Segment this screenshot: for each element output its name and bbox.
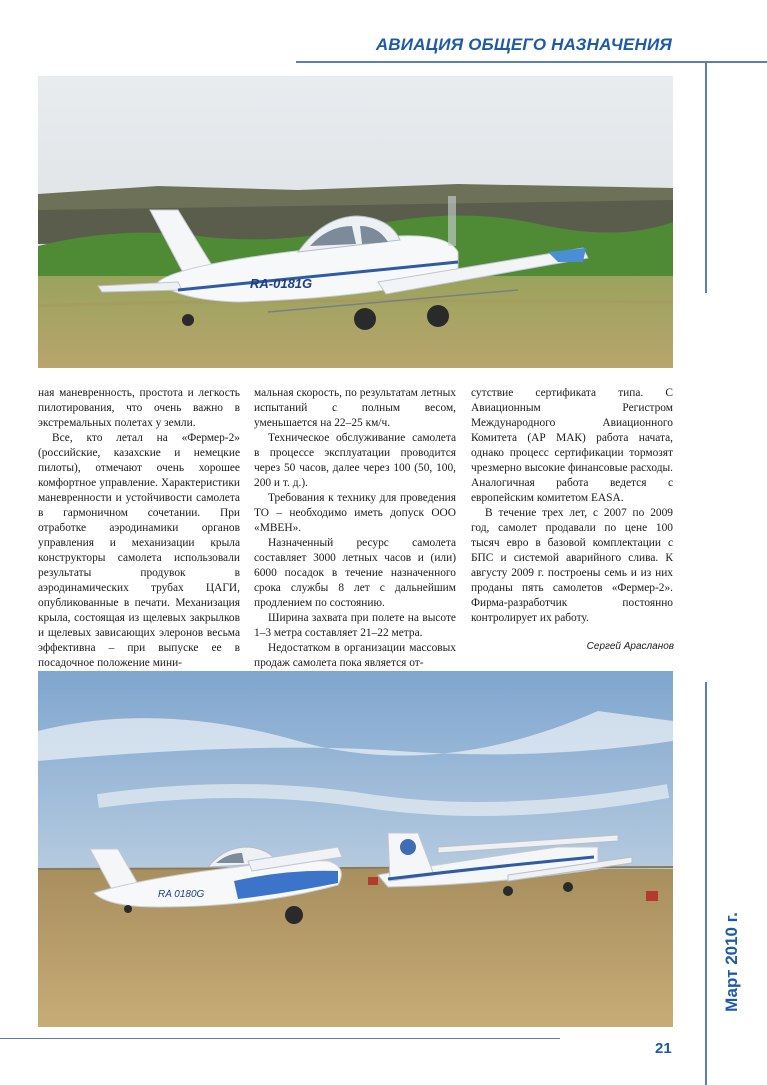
photo-farmer-2-takeoff: [38, 76, 673, 368]
side-rule-top: [705, 63, 707, 293]
issue-date: Март 2010 г.: [722, 912, 741, 1012]
author-byline: Сергей Арасланов: [586, 641, 674, 652]
paragraph: Требования к технику для проведения ТО – необходимо иметь допуск ООО «МВЕН».: [254, 492, 456, 534]
article-column-1: [38, 386, 240, 671]
article-column-2: [254, 386, 456, 671]
registration-top: RA-0181G: [250, 276, 313, 291]
paragraph: Назначенный ресурс самолета составляет 3000 летных часов и (или) 6000 посадок в течение назначенного срока службы 8 лет с дальнейшим продлением по состоянию.: [254, 537, 456, 609]
footer-rule: [0, 1038, 560, 1039]
paragraph: ная маневренность, простота и легкость пилотирования, что очень важно в экстремальных полетах у земли.: [38, 387, 240, 429]
issue-date-vertical: [712, 910, 752, 1030]
article-column-3: [471, 386, 673, 626]
paragraph: В течение трех лет, с 2007 по 2009 год, самолет продавали по цене 100 тысяч евро в базовой комплектации с БПС и системой аварийного слива. К августу 2009 г. построены семь и из них проданы пять самолетов «Фермер-2». Фирма-разработчик постоянно контролирует их работу.: [471, 507, 673, 624]
photo-airfield-aircraft: [38, 671, 673, 1027]
header-rule: [296, 61, 767, 63]
paragraph: Все, кто летал на «Фермер-2» (российские, казахские и немецкие пилоты), отмечают очень хорошее комфортное управление. Характеристики маневренности и устойчивости самолета в гармоничном сочетании. При отработке аэродинамики органов управления и механизации крыла конструкторы самолета использовали результаты продувок в аэродинамических трубах ЦАГИ, опубликованные в печати. Механизация крыла, состоящая из щелевых закрылков и щелевых зависающих элеронов весьма эффективна – при выпуске ее в посадочное положение мини-: [38, 432, 240, 669]
section-title: АВИАЦИЯ ОБЩЕГО НАЗНАЧЕНИЯ: [375, 35, 672, 54]
paragraph: Ширина захвата при полете на высоте 1–3 метра составляет 21–22 метра.: [254, 612, 456, 639]
page-number: 21: [655, 1040, 672, 1057]
registration-bottom: RA 0180G: [158, 889, 205, 900]
paragraph: сутствие сертификата типа. С Авиационным Регистром Международного Авиационного Комитета (АР МАК) работа начата, однако процесс сертификации тормозят чрезмерно высокие финансовые расходы. Аналогичная работа ведется с европейским комитетом EASA.: [471, 387, 673, 504]
paragraph: мальная скорость, по результатам летных испытаний с полным весом, уменьшается на 22–25 км/ч.: [254, 387, 456, 429]
paragraph: Недостатком в организации массовых продаж самолета пока является от-: [254, 642, 456, 669]
paragraph: Техническое обслуживание самолета в процессе эксплуатации проводится через 50 часов, далее через 100 (50, 100, 200 и т. д.).: [254, 432, 456, 489]
side-rule-bottom: [705, 682, 707, 1085]
